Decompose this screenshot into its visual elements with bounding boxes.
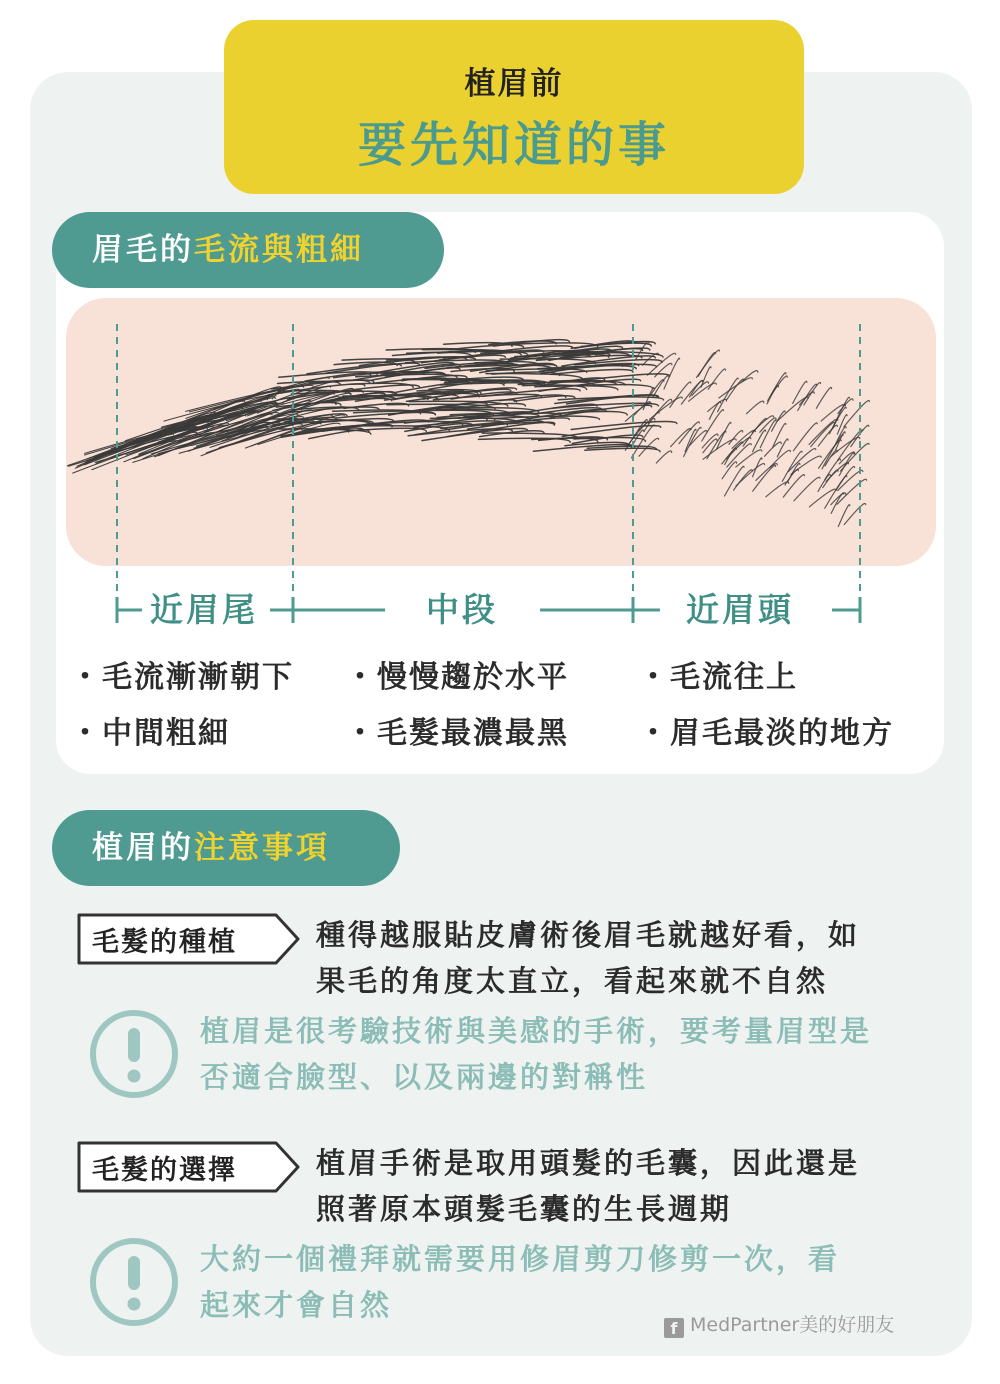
brand-name: MedPartner美的好朋友 bbox=[690, 1314, 895, 1336]
title-banner bbox=[224, 20, 804, 194]
title-main: 要先知道的事 bbox=[357, 117, 670, 173]
exclamation-icon bbox=[88, 1236, 180, 1328]
heading-highlight: 毛流與粗細 bbox=[194, 232, 364, 268]
selection-description bbox=[316, 1140, 860, 1232]
heading-prefix: 植眉的 bbox=[92, 830, 194, 866]
bullet-tail-2: ・ 中間粗細 bbox=[70, 708, 230, 752]
tag-label: 毛髮的選擇 bbox=[92, 1155, 237, 1186]
note-line: 植眉是很考驗技術與美感的手術，要考量眉型是 bbox=[200, 1014, 873, 1048]
bullet-middle-1: ・ 慢慢趨於水平 bbox=[345, 652, 569, 696]
planting-note bbox=[200, 1008, 872, 1100]
bullet-middle-2: ・ 毛髮最濃最黑 bbox=[345, 708, 569, 752]
note-line: 大約一個禮拜就需要用修眉剪刀修剪一次，看 bbox=[200, 1242, 841, 1276]
brand-watermark bbox=[664, 1310, 894, 1338]
eyebrow-illustration bbox=[66, 298, 936, 566]
tag-label: 毛髮的種植 bbox=[92, 927, 237, 958]
title-small: 植眉前 bbox=[464, 66, 564, 102]
segment-label-head: 近眉頭 bbox=[678, 584, 802, 631]
bullet-head-1: ・ 毛流往上 bbox=[638, 652, 798, 696]
segment-label-middle: 中段 bbox=[418, 584, 506, 631]
planting-description bbox=[316, 912, 860, 1004]
section-heading-eyebrow-flow bbox=[52, 212, 444, 288]
exclamation-icon bbox=[88, 1008, 180, 1100]
facebook-icon: f bbox=[664, 1318, 684, 1338]
segment-label-tail: 近眉尾 bbox=[142, 584, 266, 631]
note-line: 起來才會自然 bbox=[200, 1288, 393, 1322]
text-line: 植眉手術是取用頭髮的毛囊，因此還是 bbox=[316, 1146, 861, 1180]
text-line: 果毛的角度太直立，看起來就不自然 bbox=[316, 964, 829, 998]
tag-hair-selection bbox=[76, 1140, 302, 1192]
heading-highlight: 注意事項 bbox=[194, 830, 330, 866]
bullet-head-2: ・ 眉毛最淡的地方 bbox=[638, 708, 894, 752]
note-line: 否適合臉型、以及兩邊的對稱性 bbox=[200, 1060, 649, 1094]
text-line: 照著原本頭髮毛囊的生長週期 bbox=[316, 1192, 733, 1226]
tag-hair-planting bbox=[76, 912, 302, 964]
text-line: 種得越服貼皮膚術後眉毛就越好看，如 bbox=[316, 918, 861, 952]
bullet-tail-1: ・ 毛流漸漸朝下 bbox=[70, 652, 294, 696]
section-heading-precautions bbox=[52, 810, 400, 886]
heading-prefix: 眉毛的 bbox=[92, 232, 194, 268]
